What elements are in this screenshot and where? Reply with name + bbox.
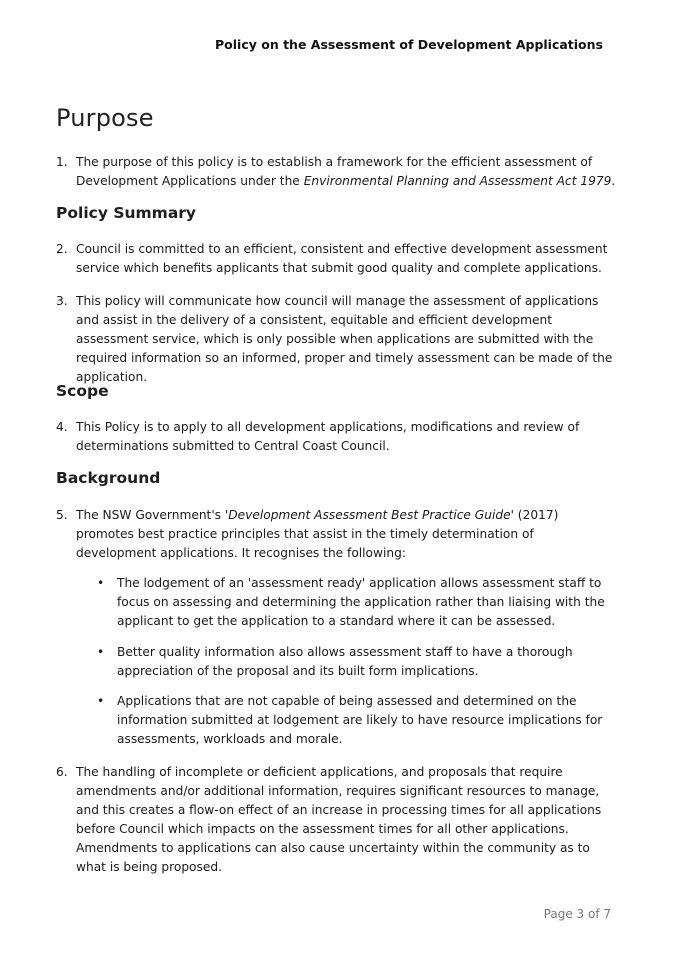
- bullet-text: The lodgement of an 'assessment ready' application allows assessment staff to focus on assessing and determining the application rather than liaising with the applicant to get the application to a standard where it can be assessed.: [117, 576, 605, 628]
- bullet-icon: •: [97, 645, 105, 659]
- bullet-text: Better quality information also allows assessment staff to have a thorough appreciation of the proposal and its built form implications.: [117, 645, 573, 678]
- text-run: (2017) promotes best practice principles that assist in the timely determination of development applications. It recognises the following:: [76, 508, 559, 560]
- guide-title: 'Development Assessment Best Practice Guide': [224, 508, 514, 522]
- bullet-text: Applications that are not capable of being assessed and determined on the information submitted at lodgement are likely to have resource implications for assessments, workloads and morale.: [117, 694, 603, 746]
- paragraph-number: 4.: [56, 420, 68, 434]
- text-run: The purpose of this policy is to establish a framework for the efficient assessment of Development Applications under the: [76, 155, 593, 188]
- page-number: Page 3 of 7: [543, 907, 611, 921]
- bullet-icon: •: [97, 576, 105, 590]
- paragraph-5: [56, 506, 616, 563]
- running-header: Policy on the Assessment of Development Applications: [215, 37, 603, 52]
- paragraph-text: The handling of incomplete or deficient applications, and proposals that require amendments and/or additional information, requires significant resources to manage, and this creates a flow-on effect of an increase in processing times for all applications before Council which impacts on the assessment times for all other applications. Amendments to applications can also cause uncertainty within the community as to what is being proposed.: [76, 765, 602, 874]
- paragraph-number: 6.: [56, 765, 68, 779]
- bullet-item-3: [97, 692, 617, 749]
- act-title: Environmental Planning and Assessment Act 1979: [303, 174, 612, 188]
- paragraph-text: Council is committed to an efficient, consistent and effective development assessment service which benefits applicants that submit good quality and complete applications.: [76, 242, 608, 275]
- paragraph-text: [76, 506, 616, 563]
- text-run: The NSW Government's: [76, 508, 225, 522]
- paragraph-number: 1.: [56, 155, 68, 169]
- paragraph-text: This policy will communicate how council will manage the assessment of applications and assist in the delivery of a consistent, equitable and efficient development assessment service, which is only possible when applications are submitted with the required information so an informed, proper and timely assessment can be made of the application.: [76, 294, 613, 384]
- paragraph-2: [56, 240, 616, 278]
- paragraph-4: [56, 418, 616, 456]
- paragraph-number: 2.: [56, 242, 68, 256]
- bullet-item-1: [97, 574, 617, 631]
- heading-scope: Scope: [56, 382, 109, 400]
- paragraph-number: 5.: [56, 508, 68, 522]
- text-run: .: [611, 174, 616, 188]
- page-title: Purpose: [56, 104, 154, 132]
- paragraph-3: [56, 292, 616, 387]
- paragraph-text: This Policy is to apply to all development applications, modifications and review of determinations submitted to Central Coast Council.: [76, 420, 580, 453]
- paragraph-6: [56, 763, 616, 877]
- heading-policy-summary: Policy Summary: [56, 204, 197, 222]
- bullet-item-2: [97, 643, 617, 681]
- paragraph-1: [56, 153, 616, 191]
- bullet-icon: •: [97, 694, 105, 708]
- paragraph-text: [76, 153, 616, 191]
- heading-background: Background: [56, 469, 161, 487]
- paragraph-number: 3.: [56, 294, 68, 308]
